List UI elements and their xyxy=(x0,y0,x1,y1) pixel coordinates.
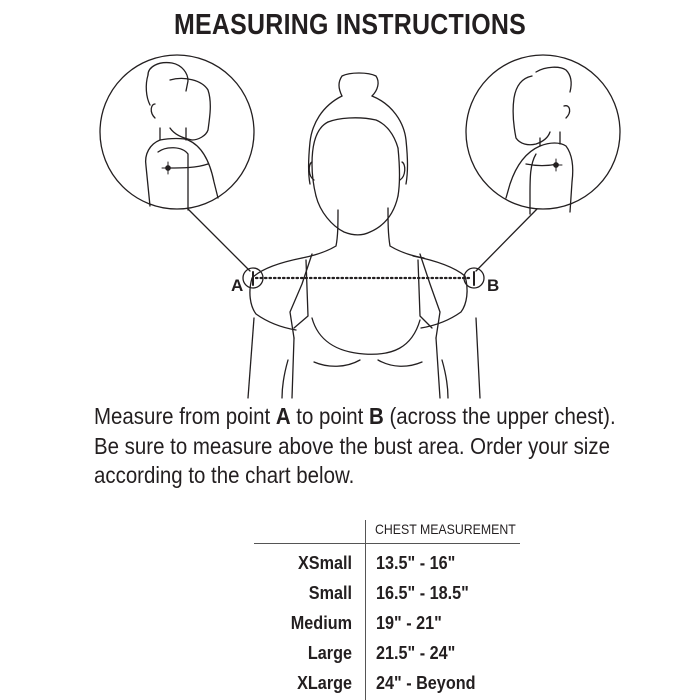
point-a-label: A xyxy=(231,276,244,295)
instructions-line-3: according to the chart below. xyxy=(94,462,355,488)
point-b-ref: B xyxy=(369,403,384,429)
size-cell: XLarge xyxy=(297,673,352,693)
chest-cell: 19" - 21" xyxy=(376,613,442,633)
chest-cell: 16.5" - 18.5" xyxy=(376,583,469,603)
page-title: MEASURING INSTRUCTIONS xyxy=(173,9,527,41)
size-cell: Large xyxy=(307,643,352,663)
header-chest-measurement: CHEST MEASUREMENT xyxy=(375,521,516,537)
column-divider xyxy=(365,520,366,700)
chest-cell: 21.5" - 24" xyxy=(376,643,456,663)
instructions-text xyxy=(94,402,616,491)
measurement-line xyxy=(243,268,484,288)
header-divider xyxy=(254,543,520,544)
size-cell: Small xyxy=(308,583,352,603)
leader-line-left xyxy=(188,209,250,271)
female-figure-icon xyxy=(248,73,480,398)
instructions-line-1: Measure from point A to point B (across the upper chest). xyxy=(94,403,616,429)
size-cell: Medium xyxy=(290,613,352,633)
instructions-line-2: Be sure to measure above the bust area. Order your size xyxy=(94,432,610,459)
right-shoulder-detail-icon xyxy=(466,55,620,214)
point-a-ref: A xyxy=(275,403,291,429)
size-cell: XSmall xyxy=(297,553,352,573)
leader-line-right xyxy=(476,209,537,271)
point-b-label: B xyxy=(487,276,500,295)
chest-cell: 24" - Beyond xyxy=(376,673,476,693)
chest-cell: 13.5" - 16" xyxy=(376,553,456,573)
left-shoulder-detail-icon xyxy=(100,55,254,210)
